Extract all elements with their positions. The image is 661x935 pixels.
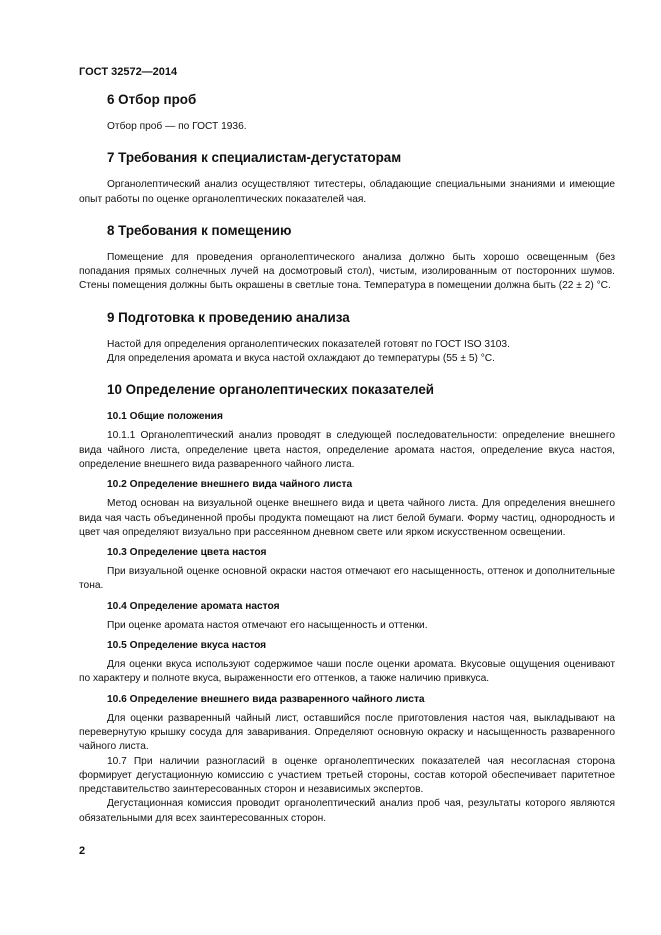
subsection-10-1-paragraph: 10.1.1 Органолептический анализ проводят в следующей последовательности: определение внешнего вида чайного листа, определение цвета настоя, определение аромата настоя, определение вкуса настоя, определение внешнего вида разваренного чайного листа.	[79, 430, 615, 470]
section-8-title: 8 Требования к помещению	[107, 222, 292, 238]
subsection-10-4-title: 10.4 Определение аромата настоя	[107, 600, 280, 612]
document-code-header: ГОСТ 32572—2014	[79, 66, 178, 78]
clause-10-7-paragraph: 10.7 При наличии разногласий в оценке органолептических показателей чая несогласная сторона формирует дегустационную комиссию с участием третьей стороны, состав которой обеспечивает паритетное представительство заинтересованных сторон и независимых экспертов.	[79, 755, 615, 796]
section-6-paragraph: Отбор проб — по ГОСТ 1936.	[107, 121, 247, 132]
subsection-10-1-title: 10.1 Общие положения	[107, 411, 223, 423]
subsection-10-3-title: 10.3 Определение цвета настоя	[107, 547, 267, 559]
page-number: 2	[79, 845, 86, 857]
subsection-10-3-paragraph: При визуальной оценке основной окраски настоя отмечают его насыщенность, оттенок и дополнительные тона.	[79, 566, 615, 592]
section-9-paragraph-2: Для определения аромата и вкуса настой охлаждают до температуры (55 ± 5) °С.	[107, 353, 495, 365]
section-7-paragraph: Органолептический анализ осуществляют титестеры, обладающие специальными знаниями и имеющие опыт работы по оценке органолептических показателей чая.	[79, 179, 615, 205]
subsection-10-6-title: 10.6 Определение внешнего вида разваренного чайного листа	[107, 693, 425, 705]
subsection-10-5-paragraph: Для оценки вкуса используют содержимое чаши после оценки аромата. Вкусовые ощущения оценивают по характеру и полноте вкуса, выраженности его оттенков, а также наличию привкуса.	[79, 659, 615, 685]
subsection-10-5-title: 10.5 Определение вкуса настоя	[107, 640, 267, 652]
subsection-10-4-paragraph: При оценке аромата настоя отмечают его насыщенность и оттенки.	[107, 619, 428, 631]
subsection-10-2-title: 10.2 Определение внешнего вида чайного листа	[107, 479, 353, 491]
subsection-10-6-paragraph: Для оценки разваренный чайный лист, оставшийся после приготовления настоя чая, выкладывают на перевернутую крышку сосуда для заваривания. Определяют основную окраску и насыщенность разваренного чайного листа.	[79, 712, 615, 753]
section-8-paragraph: Помещение для проведения органолептического анализа должно быть хорошо освещенным (без попадания прямых солнечных лучей на досмотровый стол), чистым, изолированным от посторонних шумов. Стены помещения должны быть окрашены в светлые тона. Температура в помещении должна быть (22 ± 2) °С.	[79, 251, 615, 292]
tasting-commission-paragraph: Дегустационная комиссия проводит органолептический анализ проб чая, результаты которого являются обязательными для всех заинтересованных сторон.	[79, 798, 615, 824]
section-9-paragraph-1: Настой для определения органолептических показателей готовят по ГОСТ ISO 3103.	[107, 338, 510, 350]
section-10-title: 10 Определение органолептических показателей	[107, 382, 435, 398]
document-body	[79, 92, 615, 826]
section-7-title: 7 Требования к специалистам-дегустаторам	[107, 150, 402, 166]
section-9-title: 9 Подготовка к проведению анализа	[107, 309, 350, 325]
section-6-title: 6 Отбор проб	[107, 92, 197, 107]
subsection-10-2-paragraph: Метод основан на визуальной оценке внешнего вида и цвета чайного листа. Для определения внешнего вида чая часть объединенной пробы продукта помещают на лист белой бумаги. Форму частиц, однородность и цвет чая определяют визуально при рассеянном дневном свете или ярком искусственном освещении.	[79, 498, 615, 538]
